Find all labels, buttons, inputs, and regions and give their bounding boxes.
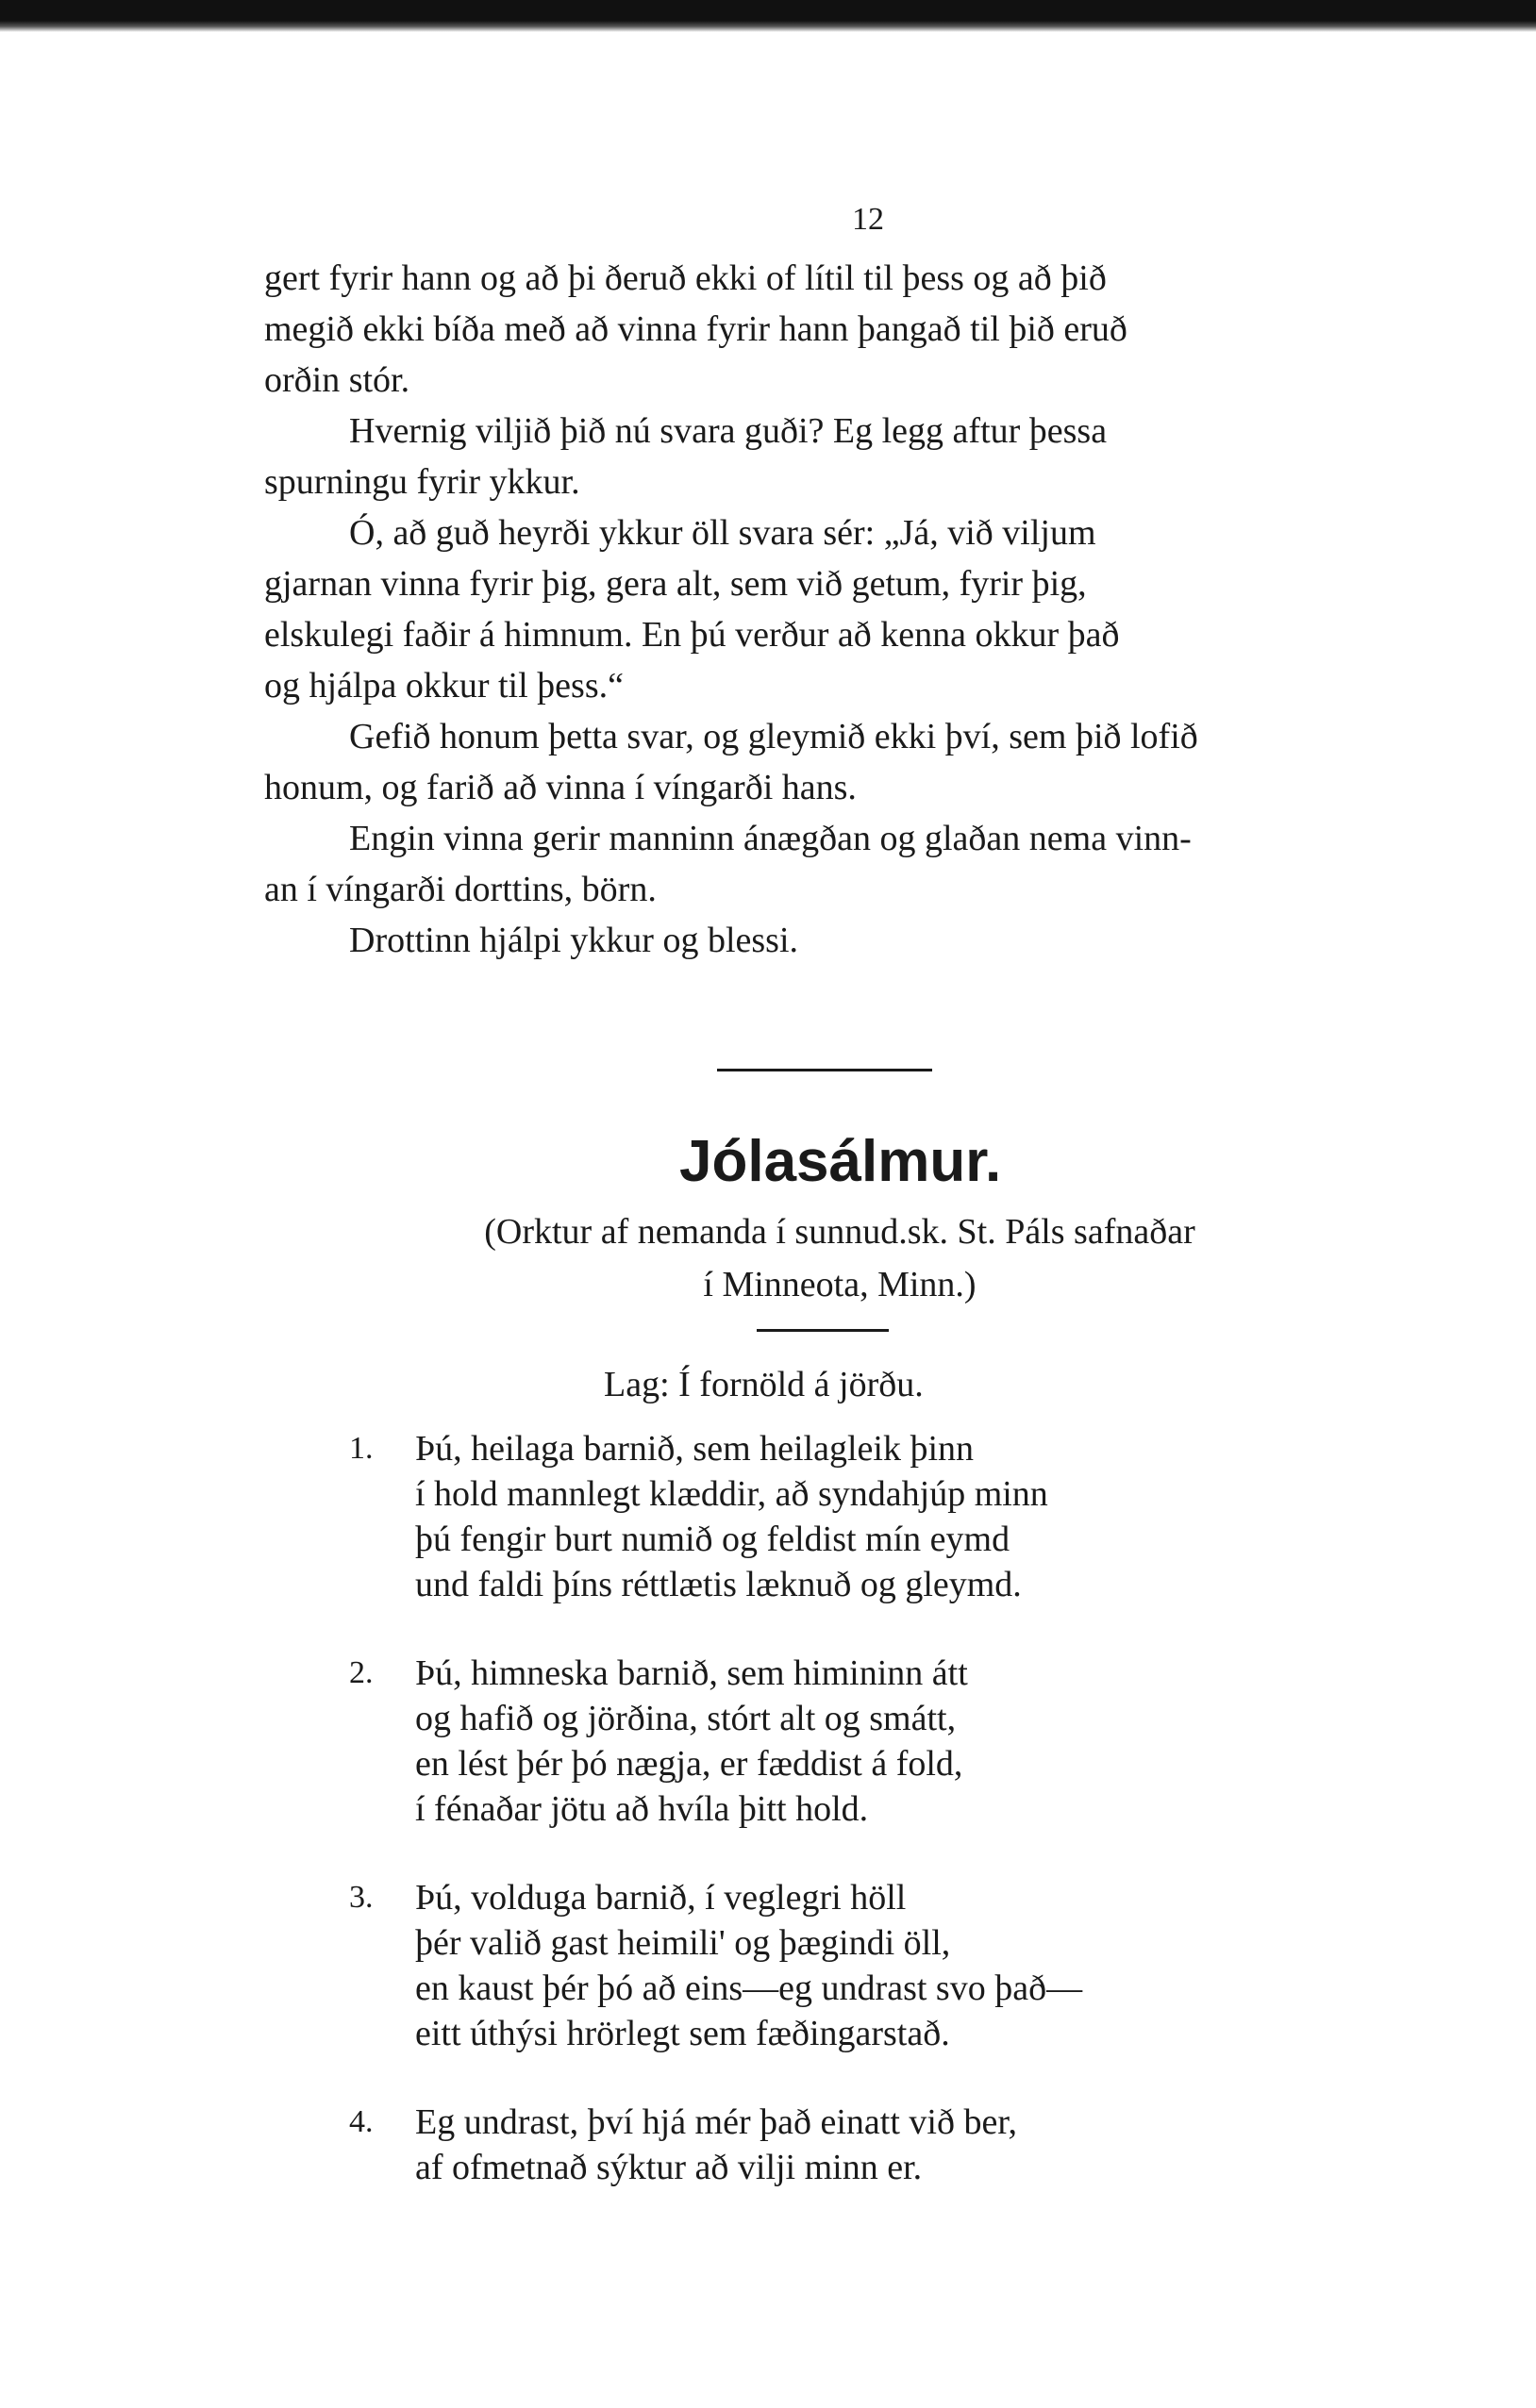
verse-line: þér valið gast heimili' og þægindi öll, [415, 1923, 951, 1963]
hymn-verses [349, 1426, 1387, 2234]
verse-lines [415, 1875, 1387, 2056]
prose-line: gert fyrir hann og að þi ðeruð ekki of lítil til þess og að þið [264, 258, 1107, 298]
prose-line: Engin vinna gerir manninn ánægðan og glaðan nema vinn- [349, 819, 1192, 858]
prose-line: megið ekki bíða með að vinna fyrir hann þangað til þið eruð [264, 309, 1127, 349]
subtitle-line: (Orktur af nemanda í sunnud.sk. St. Páls safnaðar [484, 1212, 1195, 1252]
verse-line: í hold mannlegt klæddir, að syndahjúp minn [415, 1474, 1048, 1514]
hymn-subtitle [340, 1205, 1340, 1311]
prose-line: Drottinn hjálpi ykkur og blessi. [349, 921, 799, 960]
hymn-verse [349, 2100, 1387, 2190]
verse-line: og hafið og jörðina, stórt alt og smátt, [415, 1699, 957, 1738]
verse-line: Þú, heilaga barnið, sem heilagleik þinn [415, 1429, 975, 1469]
prose-line: elskulegi faðir á himnum. En þú verður að kenna okkur það [264, 615, 1120, 655]
subtitle-line: í Minneota, Minn.) [703, 1265, 977, 1304]
hymn-verse [349, 1875, 1387, 2056]
verse-lines [415, 1426, 1387, 1607]
prose-line: og hjálpa okkur til þess.“ [264, 666, 624, 706]
verse-line: þú fengir burt numið og feldist mín eymd [415, 1520, 1010, 1559]
hymn-title: Jólasálmur. [679, 1129, 1002, 1194]
verse-number: 3. [349, 1880, 374, 1915]
prose-line: Hvernig viljið þið nú svara guði? Eg legg aftur þessa [349, 411, 1108, 451]
hymn-tune: Lag: Í fornöld á jörðu. [604, 1365, 924, 1404]
prose-line: Ó, að guð heyrði ykkur öll svara sér: „Já, við viljum [349, 513, 1096, 553]
verse-line: Þú, volduga barnið, í veglegri höll [415, 1878, 907, 1918]
hymn-verse [349, 1426, 1387, 1607]
prose-line: honum, og farið að vinna í víngarði hans. [264, 768, 857, 807]
prose-line: spurningu fyrir ykkur. [264, 462, 580, 502]
verse-line: und faldi þíns réttlætis læknuð og gleymd. [415, 1565, 1022, 1604]
hymn-verse [349, 1651, 1387, 1832]
prose-line: Gefið honum þetta svar, og gleymið ekki því, sem þið lofið [349, 717, 1198, 756]
verse-number: 4. [349, 2104, 374, 2139]
verse-line: í fénaðar jötu að hvíla þitt hold. [415, 1789, 869, 1829]
verse-line: af ofmetnað sýktur að vilji minn er. [415, 2148, 923, 2187]
scan-edge [0, 0, 1536, 32]
verse-line: en lést þér þó nægja, er fæddist á fold, [415, 1744, 963, 1784]
verse-number: 2. [349, 1655, 374, 1690]
section-divider [717, 1069, 932, 1071]
page-number: 12 [852, 202, 884, 237]
verse-lines [415, 2100, 1387, 2190]
verse-line: Eg undrast, því hjá mér það einatt við ber, [415, 2102, 1017, 2142]
verse-line: en kaust þér þó að eins—eg undrast svo það— [415, 1968, 1083, 2008]
verse-line: Þú, himneska barnið, sem himininn átt [415, 1653, 968, 1693]
verse-lines [415, 1651, 1387, 1832]
prose-line: an í víngarði dorttins, börn. [264, 870, 657, 909]
prose-text [264, 253, 1396, 966]
prose-line: gjarnan vinna fyrir þig, gera alt, sem við getum, fyrir þig, [264, 564, 1087, 604]
prose-line: orðin stór. [264, 360, 410, 400]
title-divider [757, 1329, 889, 1332]
verse-number: 1. [349, 1431, 374, 1466]
verse-line: eitt úthýsi hrörlegt sem fæðingarstað. [415, 2014, 950, 2053]
